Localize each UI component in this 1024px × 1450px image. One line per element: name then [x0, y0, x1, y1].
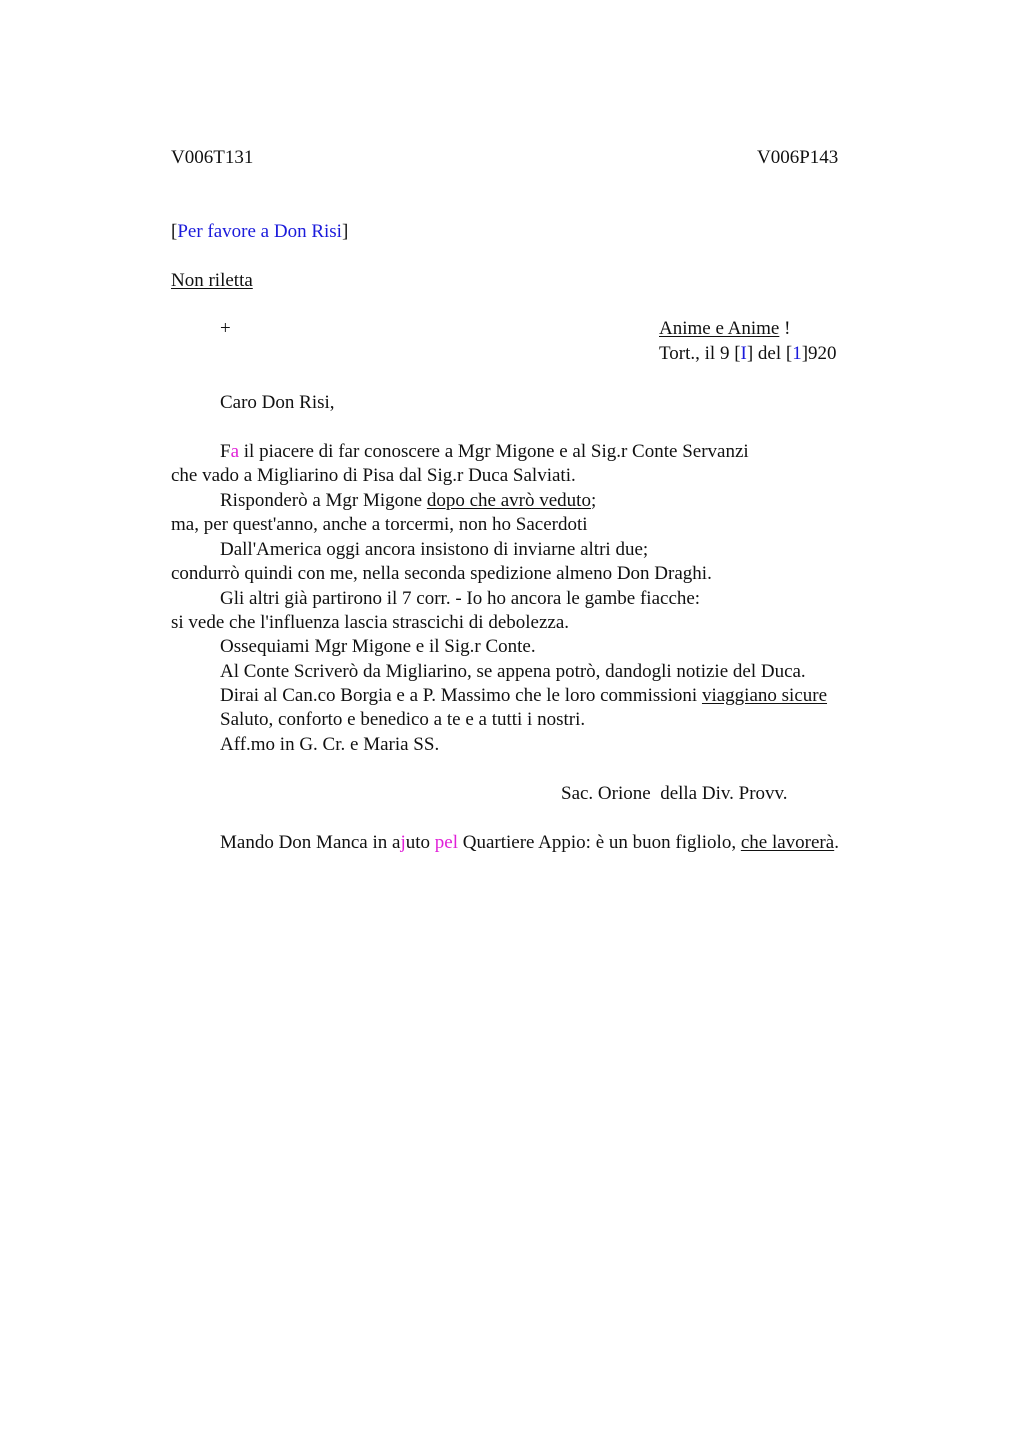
document-code-left: V006T131 [171, 147, 254, 168]
note-text: Per favore a Don Risi [177, 221, 342, 242]
postscript-underlined: che lavorerà [740, 832, 835, 853]
body-line-1-a: F [220, 441, 231, 462]
postscript-emendation-j: j [400, 832, 406, 853]
body-line-3-underlined: dopo che avrò veduto [426, 490, 591, 511]
postscript-e: Quartiere Appio: è un buon figliolo, [458, 832, 741, 853]
body-line-7: Gli altri già partirono il 7 corr. - Io ho ancora le gambe fiacche: [220, 588, 701, 609]
body-line-1-emendation: a [230, 441, 240, 462]
note-open-bracket: [ [171, 221, 178, 242]
motto-suffix: ! [779, 318, 791, 339]
note-close-bracket: ] [341, 221, 349, 242]
body-line-10: Al Conte Scriverò da Migliarino, se appena potrò, dandogli notizie del Duca. [220, 661, 806, 682]
dateline-part1: Tort., il 9 [ [659, 343, 741, 364]
body-line-8: si vede che l'influenza lascia strascichi di debolezza. [171, 612, 570, 633]
document-code-right: V006P143 [757, 147, 839, 168]
body-line-11-a: Dirai al Can.co Borgia e a P. Massimo che le loro commissioni [220, 685, 702, 706]
postscript [220, 831, 839, 855]
dateline-month: I [740, 343, 747, 364]
body-line-9: Ossequiami Mgr Migone e il Sig.r Conte. [220, 636, 536, 657]
dateline-part3: ]920 [801, 343, 837, 364]
body-line-11-underlined: viaggiano sicure [701, 685, 828, 706]
cross-symbol: + [220, 318, 231, 339]
dateline-part2: ] del [ [746, 343, 793, 364]
non-riletta-label [171, 269, 253, 293]
salutation: Caro Don Risi, [220, 392, 335, 413]
body-line-1-c: il piacere di far conoscere a Mgr Migone e al Sig.r Conte Servanzi [239, 441, 749, 462]
body-line-5: Dall'America oggi ancora insistono di inviarne altri due; [220, 539, 649, 560]
postscript-f: . [834, 832, 839, 853]
body-line-3 [220, 489, 596, 513]
dateline [659, 342, 837, 366]
editorial-note [171, 220, 348, 244]
postscript-a: Mando Don Manca in a [220, 832, 401, 853]
body-line-2: che vado a Migliarino di Pisa dal Sig.r Duca Salviati. [171, 465, 576, 486]
non-riletta-text: Non riletta [171, 270, 253, 291]
body-line-11 [220, 684, 827, 708]
motto-text: Anime e Anime [659, 318, 780, 339]
body-line-3-a: Risponderò a Mgr Migone [220, 490, 427, 511]
dateline-digit: 1 [792, 343, 802, 364]
body-line-1 [220, 440, 749, 464]
motto [659, 317, 790, 341]
body-line-6: condurrò quindi con me, nella seconda spedizione almeno Don Draghi. [171, 563, 712, 584]
body-line-13: Aff.mo in G. Cr. e Maria SS. [220, 734, 440, 755]
body-line-12: Saluto, conforto e benedico a te e a tutti i nostri. [220, 709, 586, 730]
postscript-emendation-pel: pel [434, 832, 458, 853]
body-line-3-b: ; [590, 490, 597, 511]
signature: Sac. Orione della Div. Provv. [561, 783, 788, 804]
body-line-4: ma, per quest'anno, anche a torcermi, non ho Sacerdoti [171, 514, 588, 535]
postscript-c: uto [405, 832, 435, 853]
